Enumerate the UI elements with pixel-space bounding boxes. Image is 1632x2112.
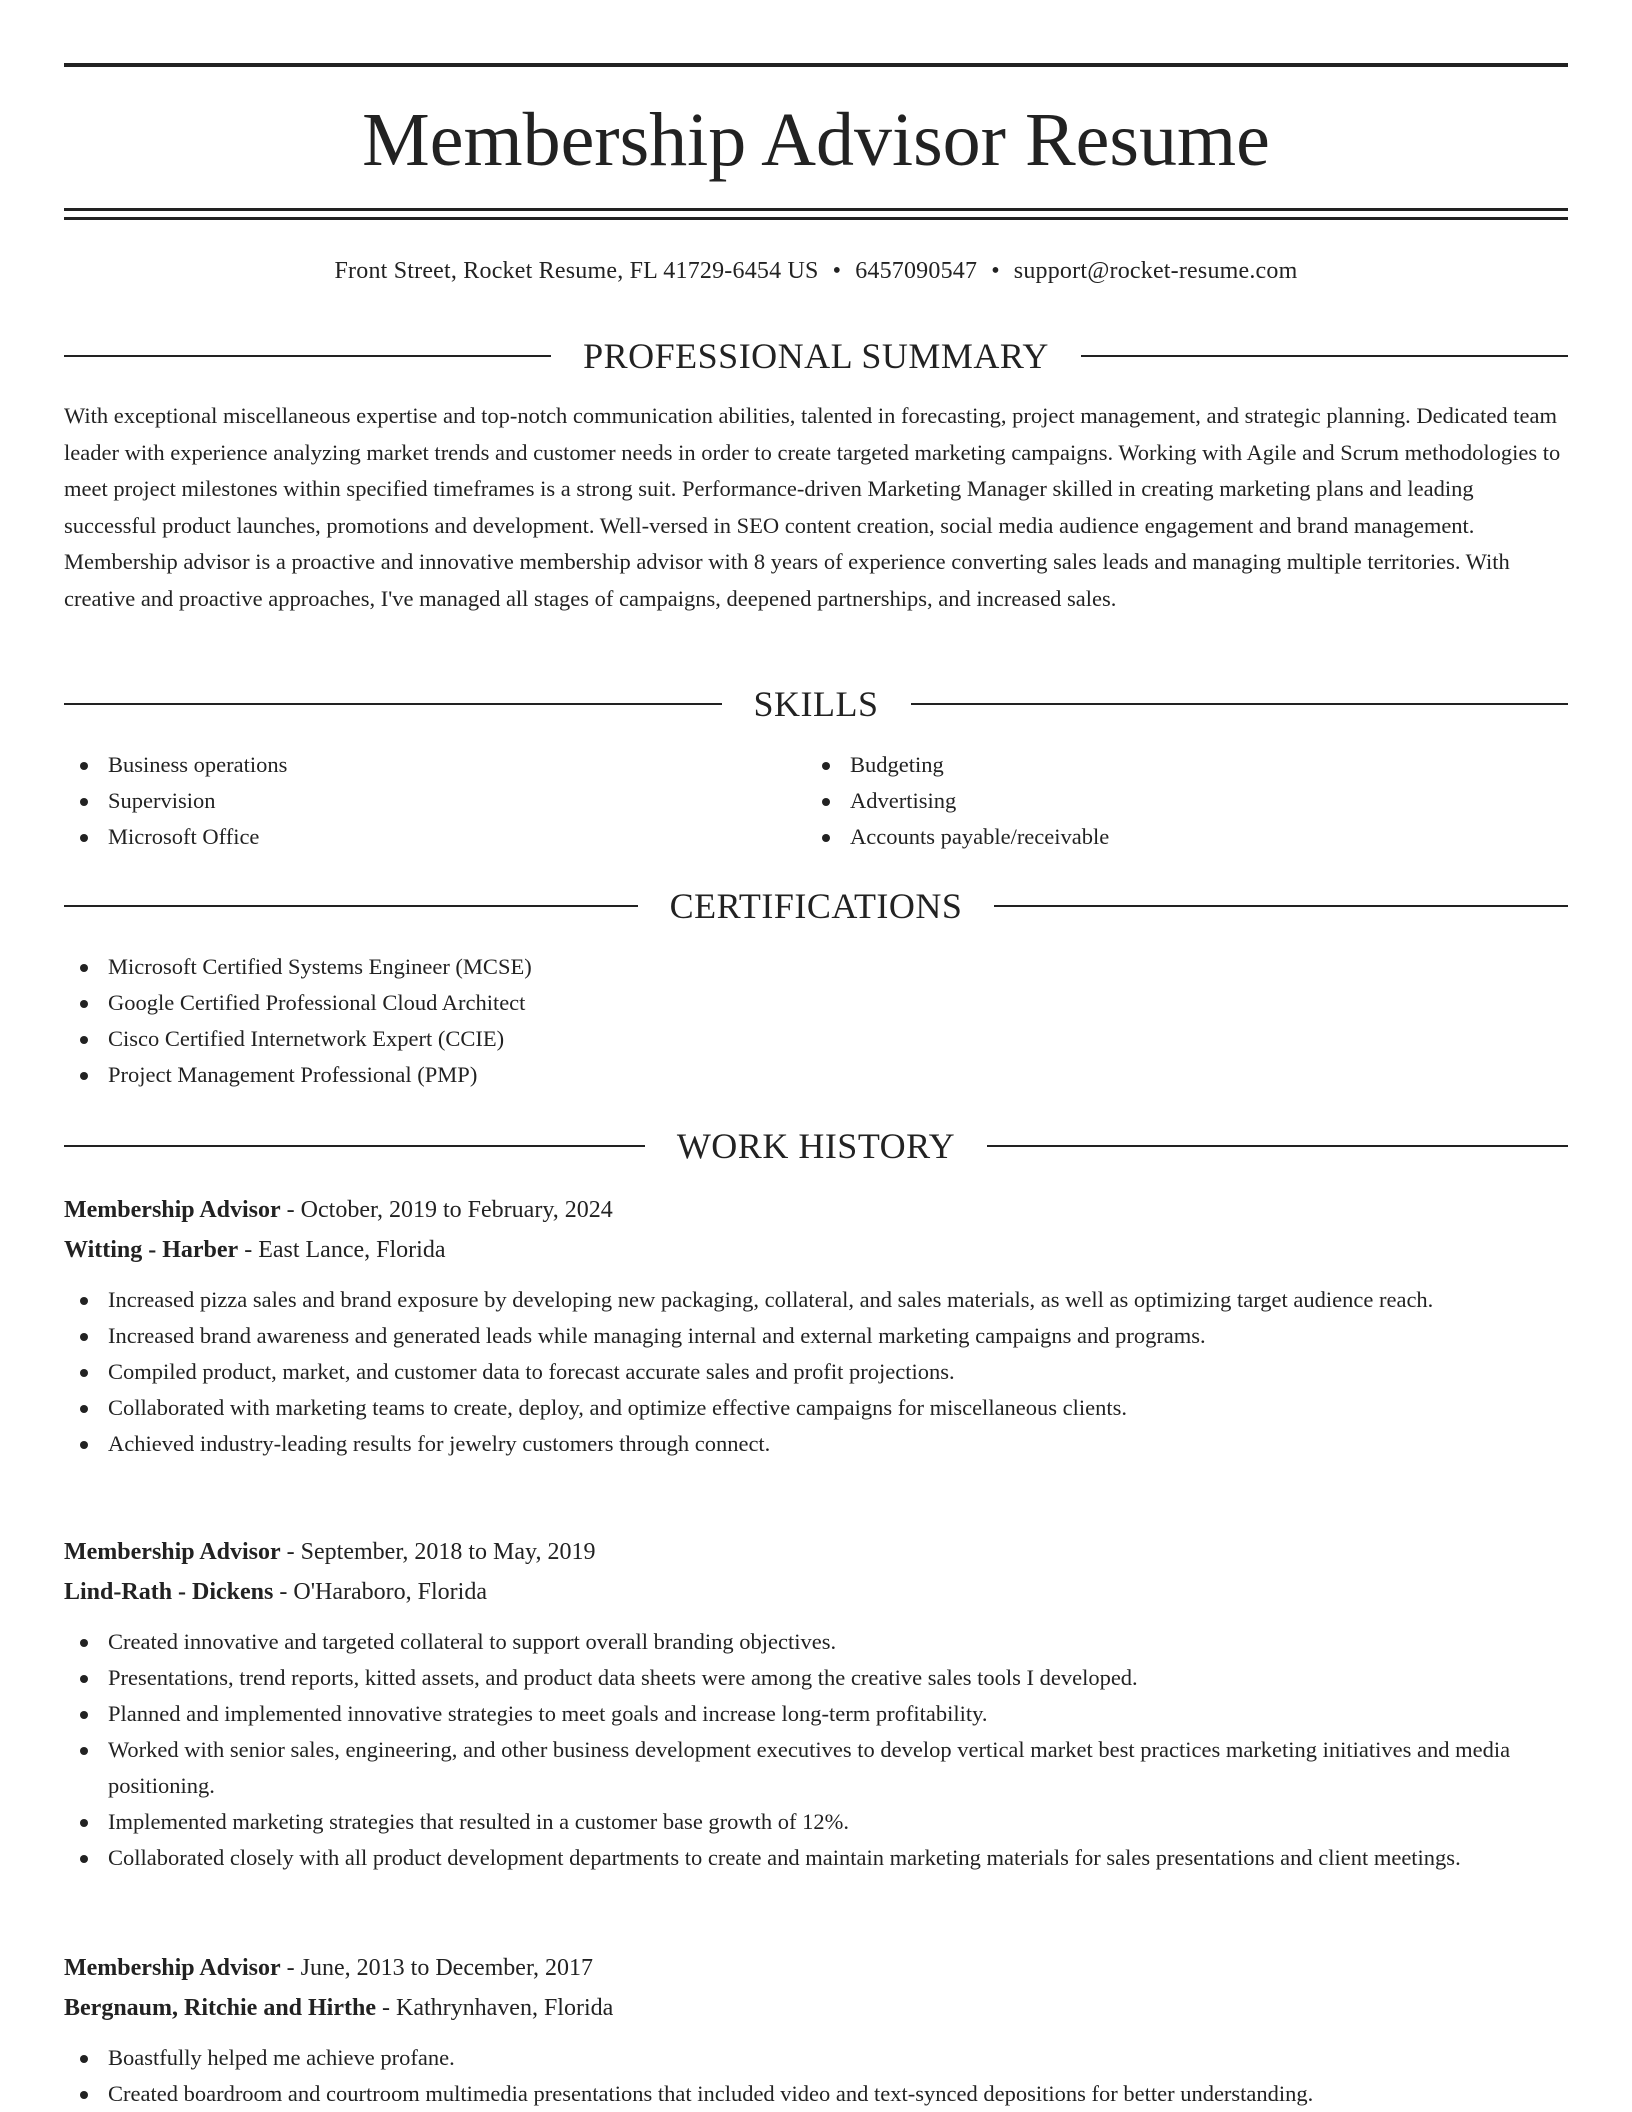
job-title: Membership Advisor <box>64 1955 281 1981</box>
skills-list-left <box>64 747 744 855</box>
job-title-line: Membership Advisor - October, 2019 to February, 2024 <box>64 1197 613 1223</box>
job-entry <box>64 1190 1568 1462</box>
job-dates: June, 2013 to December, 2017 <box>300 1955 593 1981</box>
heading-rule <box>1081 355 1568 357</box>
section-heading-certifications <box>64 884 1568 928</box>
section-heading-skills <box>64 682 1568 726</box>
heading-rule <box>911 703 1569 705</box>
certification-item: Cisco Certified Internetwork Expert (CCIE) <box>64 1021 1568 1057</box>
job-title: Membership Advisor <box>64 1197 281 1223</box>
job-bullets <box>64 2040 1568 2112</box>
contact-address: Front Street, Rocket Resume, FL 41729-6454 US <box>334 258 819 284</box>
job-bullets <box>64 1282 1568 1462</box>
job-bullet: Created innovative and targeted collateral to support overall branding objectives. <box>64 1624 1568 1660</box>
job-bullets <box>64 1624 1568 1876</box>
skill-item: Microsoft Office <box>64 819 744 855</box>
job-bullet: Boastfully helped me achieve profane. <box>64 2040 1568 2076</box>
job-bullet: Achieved industry-leading results for jewelry customers through connect. <box>64 1426 1568 1462</box>
resume-title: Membership Advisor Resume <box>362 98 1270 182</box>
section-title: SKILLS <box>753 684 879 724</box>
certification-item: Microsoft Certified Systems Engineer (MCSE) <box>64 949 1568 985</box>
skills-list-right <box>806 747 1506 855</box>
section-title: PROFESSIONAL SUMMARY <box>583 336 1049 376</box>
job-dates: September, 2018 to May, 2019 <box>300 1539 596 1565</box>
job-location: Kathrynhaven, Florida <box>396 1995 614 2021</box>
certifications-list <box>64 949 1568 1093</box>
job-bullet: Implemented marketing strategies that resulted in a customer base growth of 12%. <box>64 1804 1568 1840</box>
section-heading-work-history <box>64 1124 1568 1168</box>
contact-email: support@rocket-resume.com <box>1013 258 1298 284</box>
certification-item: Project Management Professional (PMP) <box>64 1057 1568 1093</box>
job-bullet: Collaborated closely with all product development departments to create and maintain marketing materials for sales presentations and client meetings. <box>64 1840 1568 1876</box>
job-bullet: Compiled product, market, and customer data to forecast accurate sales and profit projections. <box>64 1354 1568 1390</box>
job-bullet: Presentations, trend reports, kitted assets, and product data sheets were among the creative sales tools I developed. <box>64 1660 1568 1696</box>
job-bullet: Planned and implemented innovative strategies to meet goals and increase long-term profitability. <box>64 1696 1568 1732</box>
job-dates: October, 2019 to February, 2024 <box>300 1197 613 1223</box>
skill-item: Supervision <box>64 783 744 819</box>
job-bullet: Increased brand awareness and generated leads while managing internal and external marketing campaigns and programs. <box>64 1318 1568 1354</box>
section-title: CERTIFICATIONS <box>669 886 963 926</box>
section-heading-summary <box>64 334 1568 378</box>
certification-item: Google Certified Professional Cloud Architect <box>64 985 1568 1021</box>
contact-separator: • <box>832 258 842 284</box>
contact-phone: 6457090547 <box>855 258 978 284</box>
job-bullet: Increased pizza sales and brand exposure by developing new packaging, collateral, and sales materials, as well as optimizing target audience reach. <box>64 1282 1568 1318</box>
job-bullet: Created boardroom and courtroom multimedia presentations that included video and text-synced depositions for better understanding. <box>64 2076 1568 2112</box>
skill-item: Budgeting <box>806 747 1506 783</box>
skill-item: Accounts payable/receivable <box>806 819 1506 855</box>
heading-rule <box>64 1145 645 1147</box>
job-bullet: Collaborated with marketing teams to create, deploy, and optimize effective campaigns for miscellaneous clients. <box>64 1390 1568 1426</box>
section-title: WORK HISTORY <box>676 1126 956 1166</box>
skill-item: Business operations <box>64 747 744 783</box>
job-location: East Lance, Florida <box>258 1237 446 1263</box>
title-double-rule <box>64 208 1568 220</box>
heading-rule <box>64 703 722 705</box>
heading-rule <box>994 905 1568 907</box>
job-company: Witting - Harber <box>64 1237 239 1263</box>
contact-line <box>64 254 1568 288</box>
heading-rule <box>987 1145 1568 1147</box>
heading-rule <box>64 355 551 357</box>
top-rule <box>64 63 1568 67</box>
job-location: O'Haraboro, Florida <box>293 1579 487 1605</box>
job-company-line: Bergnaum, Ritchie and Hirthe - Kathrynhaven, Florida <box>64 1995 614 2021</box>
job-title-line: Membership Advisor - September, 2018 to May, 2019 <box>64 1539 596 1565</box>
job-title: Membership Advisor <box>64 1539 281 1565</box>
job-entry <box>64 1948 1568 2112</box>
job-company-line: Lind-Rath - Dickens - O'Haraboro, Florida <box>64 1579 487 1605</box>
job-entry <box>64 1532 1568 1876</box>
skill-item: Advertising <box>806 783 1506 819</box>
job-bullet: Worked with senior sales, engineering, and other business development executives to develop vertical market best practices marketing initiatives and media positioning. <box>64 1732 1568 1804</box>
job-title-line: Membership Advisor - June, 2013 to December, 2017 <box>64 1955 593 1981</box>
contact-separator: • <box>991 258 1000 284</box>
summary-text: With exceptional miscellaneous expertise and top-notch communication abilities, talented in forecasting, project management, and strategic planning. Dedicated team leader with experience analyzing market trends and customer needs in order to create targeted marketing campaigns. Working with Agile and Scrum methodologies to meet project milestones within specified timeframes is a strong suit. Performance-driven Marketing Manager skilled in creating marketing plans and leading successful product launches, promotions and development. Well-versed in SEO content creation, social media audience engagement and brand management. Membership advisor is a proactive and innovative membership advisor with 8 years of experience converting sales leads and managing multiple territories. With creative and proactive approaches, I've managed all stages of campaigns, deepened partnerships, and increased sales. <box>64 403 1561 611</box>
job-company: Lind-Rath - Dickens <box>64 1579 274 1605</box>
heading-rule <box>64 905 638 907</box>
job-company-line: Witting - Harber - East Lance, Florida <box>64 1237 446 1263</box>
job-company: Bergnaum, Ritchie and Hirthe <box>64 1995 376 2021</box>
